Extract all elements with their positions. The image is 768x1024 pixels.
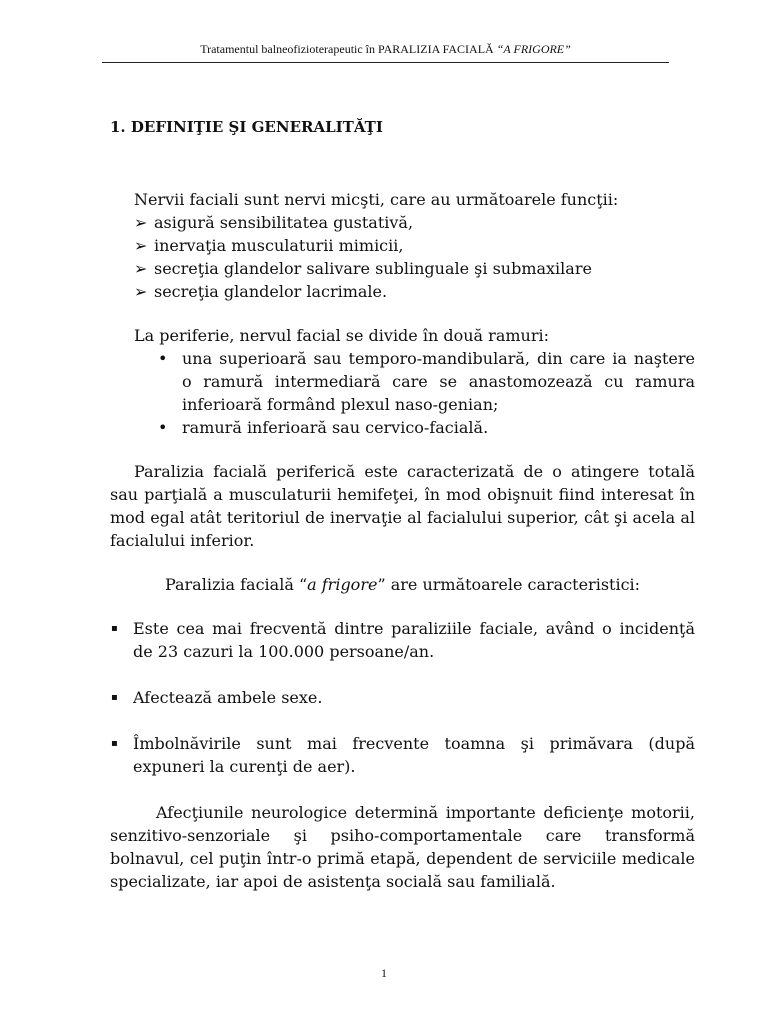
characteristics-list (110, 617, 695, 778)
section-title: 1. DEFINIŢIE ŞI GENERALITĂŢI (110, 118, 383, 136)
list-item: ➢ secreţia glandelor salivare sublinguale şi submaxilare (134, 259, 592, 278)
intro-paragraph: Nervii faciali sunt nervi micşti, care au următoarele funcţii: (134, 190, 619, 209)
list-item: ➢ inervaţia musculaturii mimicii, (134, 236, 404, 255)
square-bullet-icon: ▪ (111, 738, 118, 749)
list-item: • ramură inferioară sau cervico-facială. (158, 418, 489, 437)
arrow-bullet-icon: ➢ (134, 213, 148, 232)
page-number: 1 (381, 966, 387, 980)
square-bullet-icon: ▪ (111, 692, 118, 703)
arrow-bullet-icon: ➢ (134, 236, 148, 255)
header-hint: “A FRIGORE” (496, 42, 571, 56)
header-text: Tratamentul balneofizioterapeutic în PARALIZIA FACIALĂ (200, 42, 497, 56)
page-content (110, 118, 695, 893)
list-item: ➢ asigură sensibilitatea gustativă, (134, 213, 414, 232)
list-item: ➢ secreţia glandelor lacrimale. (134, 282, 388, 301)
functions-list (110, 211, 695, 303)
branches-list (156, 347, 695, 439)
list-item: • una superioară sau temporo-mandibulară, din care ia naştere o ramură intermediară care se anastomozează cu ramura inferioară formând plexul naso-genian; (158, 349, 695, 414)
list-item: ▪ Îmbolnăvirile sunt mai frecvente toamna şi primăvara (după expuneri la curenţi de aer). (111, 734, 695, 776)
branches-intro: La periferie, nervul facial se divide în două ramuri: (134, 326, 549, 345)
frigore-intro: Paralizia facială “a frigore” are următoarele caracteristici: (164, 575, 641, 594)
dot-bullet-icon: • (158, 418, 168, 437)
list-item: ▪ Afectează ambele sexe. (111, 688, 323, 707)
dot-bullet-icon: • (158, 349, 168, 368)
running-header (102, 42, 669, 63)
arrow-bullet-icon: ➢ (134, 282, 148, 301)
arrow-bullet-icon: ➢ (134, 259, 148, 278)
closing-paragraph: Afecţiunile neurologice determină importante deficienţe motorii, senzitivo-senzoriale şi psiho-comportamentale care transformă bolnavul, cel puţin într-o primă etapă, dependent de serviciile medicale specializate, iar apoi de asistenţa socială sau familială. (110, 803, 695, 891)
square-bullet-icon: ▪ (111, 623, 118, 634)
list-item: ▪ Este cea mai frecventă dintre paraliziile faciale, având o incidenţă de 23 cazuri la 100.000 persoane/an. (111, 619, 695, 661)
peripheral-paragraph: Paralizia facială periferică este caracterizată de o atingere totală sau parţială a musculaturii hemifeţei, în mod obişnuit fiind interesat în mod egal atât teritoriul de inervaţie al facialului superior, cât şi acela al facialului inferior. (110, 462, 695, 550)
